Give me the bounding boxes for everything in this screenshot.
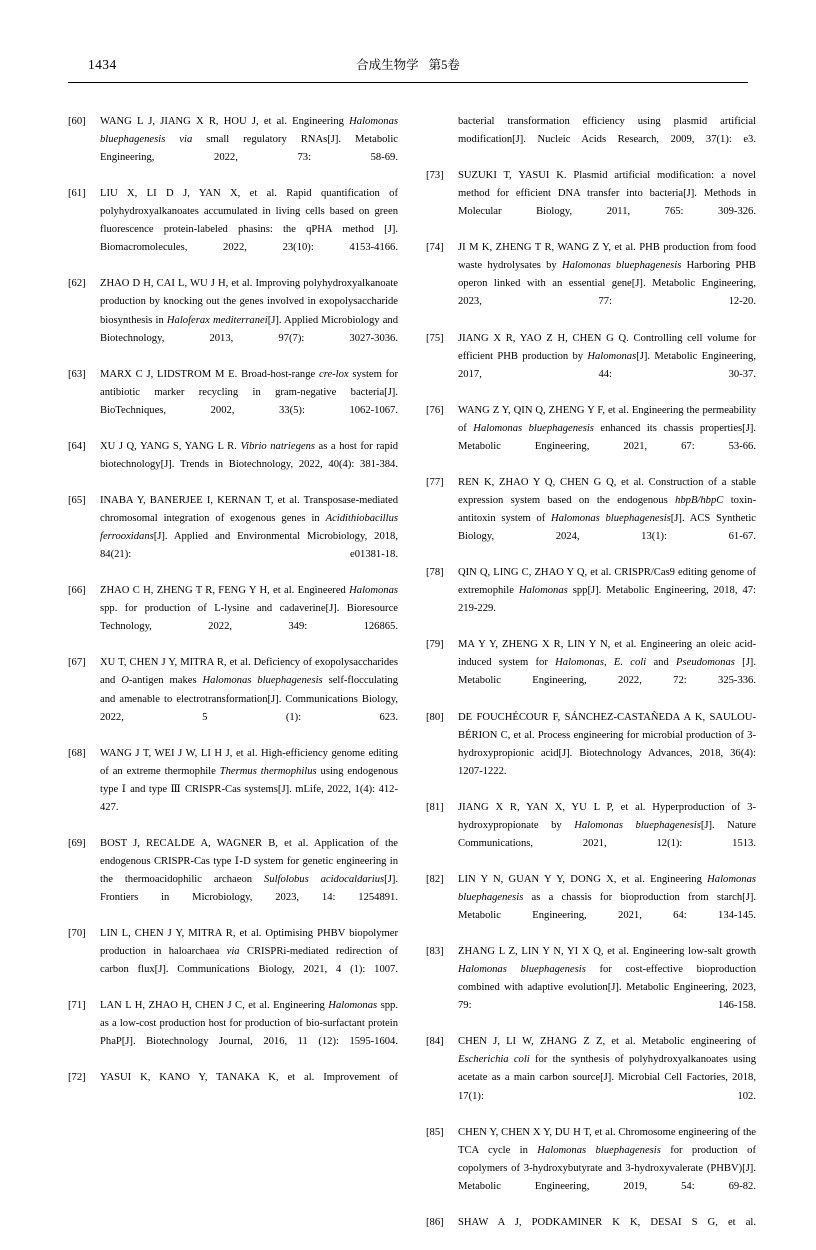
reference-number: [63] (68, 368, 86, 380)
reference-text: JIANG X R, YAO Z H, CHEN G Q. Controlling cell volume for efficient PHB production by Halomonas[J]. Metabolic Engineering, 2017, 44: 30-37. (458, 332, 756, 380)
reference-text: MARX C J, LIDSTROM M E. Broad-host-range cre-lox system for antibiotic marker recycling in gram-negative bacteria[J]. BioTechniques, 2002, 33(5): 1062-1067. (100, 368, 398, 416)
reference-entry (68, 366, 398, 438)
reference-entry (68, 997, 398, 1069)
reference-entry (426, 113, 756, 167)
reference-entry (68, 438, 398, 492)
reference-text: WANG Z Y, QIN Q, ZHENG Y F, et al. Engineering the permeability of Halomonas bluephagenesis enhanced its chassis properties[J]. Metabolic Engineering, 2021, 67: 53-66. (458, 404, 756, 452)
reference-entry (68, 654, 398, 744)
reference-number: [71] (68, 1000, 86, 1012)
reference-entry (68, 1069, 398, 1105)
reference-entry (68, 835, 398, 925)
reference-text: XU T, CHEN J Y, MITRA R, et al. Deficiency of exopolysaccharides and O-antigen makes Halomonas bluephagenesis self-flocculating and amenable to electrotransformation[J]. Communications Biology, 2022, 5 (1): 623. (100, 657, 398, 723)
reference-number: [78] (426, 567, 444, 579)
reference-text: INABA Y, BANERJEE I, KERNAN T, et al. Transposase-mediated chromosomal integration of exogenous genes in Acidithiobacillus ferrooxidans[J]. Applied and Environmental Microbiology, 2018, 84(21): e01381-18. (100, 494, 398, 561)
reference-entry (426, 636, 756, 708)
reference-number: [77] (426, 476, 444, 488)
reference-number: [82] (426, 873, 444, 885)
reference-number: [76] (426, 404, 444, 416)
reference-entry (68, 185, 398, 275)
reference-entry (426, 167, 756, 239)
reference-number: [69] (68, 837, 86, 849)
reference-text: JIANG X R, YAN X, YU L P, et al. Hyperproduction of 3-hydroxypropionate by Halomonas bluephagenesis[J]. Nature Communications, 2021, 12(1): 1513. (458, 801, 756, 849)
reference-number: [85] (426, 1126, 444, 1138)
reference-text: JI M K, ZHENG T R, WANG Z Y, et al. PHB production from food waste hydrolysates by Halomonas bluephagenesis Harboring PHB operon linked with an essential gene[J]. Metabolic Engineering, 2023, 77: 12-20. (458, 242, 756, 308)
reference-text: REN K, ZHAO Y Q, CHEN G Q, et al. Construction of a stable expression system based on the endogenous hbpB/hbpC toxin-antitoxin system of Halomonas bluephagenesis[J]. ACS Synthetic Biology, 2024, 13(1): 61-67. (458, 476, 756, 543)
reference-number: [64] (68, 440, 86, 452)
reference-number: [79] (426, 639, 444, 651)
reference-text: YASUI K, KANO Y, TANAKA K, et al. Improvement of (100, 1072, 398, 1084)
reference-entry (426, 1033, 756, 1123)
reference-entry (426, 943, 756, 1033)
header-journal-title (68, 56, 748, 74)
reference-entry (68, 925, 398, 997)
reference-text: MA Y Y, ZHENG X R, LIN Y N, et al. Engineering an oleic acid-induced system for Halomonas, E. coli and Pseudomonas [J]. Metabolic Engineering, 2022, 72: 325-336. (458, 639, 756, 687)
reference-entry (68, 492, 398, 582)
reference-text: LAN L H, ZHAO H, CHEN J C, et al. Engineering Halomonas spp. as a low-cost production host for production of bio-surfactant protein PhaP[J]. Biotechnology Journal, 2016, 11 (12): 1595-1604. (100, 1000, 398, 1048)
reference-text: LIN L, CHEN J Y, MITRA R, et al. Optimising PHBV biopolymer production in haloarchaea via CRISPRi-mediated redirection of carbon flux[J]. Communications Biology, 2021, 4 (1): 1007. (100, 928, 398, 976)
reference-text: CHEN J, LI W, ZHANG Z Z, et al. Metabolic engineering of Escherichia coli for the synthesis of polyhydroxyalkanoates using acetate as a main carbon source[J]. Microbial Cell Factories, 2018, 17(1): 102. (458, 1036, 756, 1102)
header-divider (68, 82, 748, 83)
reference-entry (68, 745, 398, 835)
reference-text: ZHAO D H, CAI L, WU J H, et al. Improving polyhydroxyalkanoate production by knocking out the genes involved in exopolysaccharide biosynthesis in Haloferax mediterranei[J]. Applied Microbiology and Biotechnology, 2013, 97(7): 3027-3036. (100, 278, 398, 344)
reference-text: WANG J T, WEI J W, LI H J, et al. High-efficiency genome editing of an extreme thermophile Thermus thermophilus using endogenous type Ⅰ and type Ⅲ CRISPR-Cas systems[J]. mLife, 2022, 1(4): 412-427. (100, 747, 399, 813)
reference-text: bacterial transformation efficiency using plasmid artificial modification[J]. Nucleic Acids Research, 2009, 37(1): e3. (458, 116, 756, 146)
reference-text: QIN Q, LING C, ZHAO Y Q, et al. CRISPR/Cas9 editing genome of extremophile Halomonas spp[J]. Metabolic Engineering, 2018, 47: 219-229. (458, 567, 757, 615)
reference-column-left (68, 113, 398, 1250)
reference-number: [80] (426, 711, 444, 723)
reference-number: [72] (68, 1072, 86, 1084)
reference-number: [74] (426, 242, 444, 254)
reference-column-right (426, 113, 756, 1250)
running-header (68, 56, 748, 78)
reference-number: [62] (68, 278, 86, 290)
reference-entry (426, 330, 756, 402)
reference-entry (426, 1124, 756, 1214)
reference-entry (426, 402, 756, 474)
reference-text: WANG L J, JIANG X R, HOU J, et al. Engineering Halomonas bluephagenesis via small regulatory RNAs[J]. Metabolic Engineering, 2022, 73: 58-69. (100, 116, 398, 164)
reference-text: SUZUKI T, YASUI K. Plasmid artificial modification: a novel method for efficient DNA transfer into bacteria[J]. Methods in Molecular Biology, 2011, 765: 309-326. (458, 170, 756, 218)
reference-text: XU J Q, YANG S, YANG L R. Vibrio natriegens as a host for rapid biotechnology[J]. Trends in Biotechnology, 2022, 40(4): 381-384. (100, 440, 398, 470)
reference-text: LIN Y N, GUAN Y Y, DONG X, et al. Engineering Halomonas bluephagenesis as a chassis for bioproduction from starch[J]. Metabolic Engineering, 2021, 64: 134-145. (458, 873, 756, 922)
reference-number: [61] (68, 188, 86, 200)
reference-number: [83] (426, 946, 444, 958)
journal-name: 合成生物学 (356, 58, 419, 72)
reference-entry (426, 239, 756, 329)
reference-number: [73] (426, 170, 444, 182)
reference-entry (68, 582, 398, 654)
reference-number: [66] (68, 585, 86, 597)
reference-number: [70] (68, 928, 86, 940)
reference-number: [86] (426, 1216, 444, 1228)
reference-entry (426, 1214, 756, 1250)
reference-entry (426, 474, 756, 564)
reference-text: LIU X, LI D J, YAN X, et al. Rapid quantification of polyhydroxyalkanoates accumulated in living cells based on green fluorescence protein-labeled phasins: the qPHA method [J]. Biomacromolecules, 2022, 23(10): 4153-4166. (100, 188, 398, 254)
reference-number: [60] (68, 116, 86, 127)
reference-number: [84] (426, 1036, 444, 1048)
reference-columns (68, 113, 757, 1250)
reference-text: BOST J, RECALDE A, WAGNER B, et al. Application of the endogenous CRISPR-Cas type Ⅰ-D system for genetic engineering in the thermoacidophilic archaeon Sulfolobus acidocaldarius[J]. Frontiers in Microbiology, 2023, 14: 1254891. (100, 837, 398, 904)
reference-text: SHAW A J, PODKAMINER K K, DESAI S G, et al. (458, 1216, 756, 1228)
reference-entry (426, 564, 756, 636)
reference-text: CHEN Y, CHEN X Y, DU H T, et al. Chromosome engineering of the TCA cycle in Halomonas bluephagenesis for production of copolymers of 3-hydroxybutyrate and 3-hydroxyvalerate (PHBV)[J]. Metabolic Engineering, 2019, 54: 69-82. (458, 1126, 757, 1192)
reference-number: [75] (426, 332, 444, 344)
reference-text: DE FOUCHÉCOUR F, SÁNCHEZ-CASTAÑEDA A K, SAULOU-BÉRION C, et al. Process engineering for microbial production of 3-hydroxypropionic acid[J]. Biotechnology Advances, 2018, 36(4): 1207-1222. (458, 711, 756, 777)
reference-entry (426, 709, 756, 799)
reference-text: ZHAO C H, ZHENG T R, FENG Y H, et al. Engineered Halomonas spp. for production of L-lysine and cadaverine[J]. Bioresource Technology, 2022, 349: 126865. (100, 585, 398, 633)
volume-label: 第5卷 (428, 58, 460, 72)
reference-entry (68, 113, 398, 185)
reference-entry (426, 799, 756, 871)
page-number: 1434 (88, 57, 117, 72)
reference-entry (68, 275, 398, 365)
reference-number: [81] (426, 801, 444, 813)
reference-text: ZHANG L Z, LIN Y N, YI X Q, et al. Engineering low-salt growth Halomonas bluephagenesis for cost-effective bioproduction combined with adaptive evolution[J]. Metabolic Engineering, 2023, 79: 146-158. (458, 946, 757, 1012)
reference-entry (426, 871, 756, 943)
reference-number: [67] (68, 657, 86, 669)
reference-number: [65] (68, 494, 86, 506)
reference-number: [68] (68, 747, 86, 759)
